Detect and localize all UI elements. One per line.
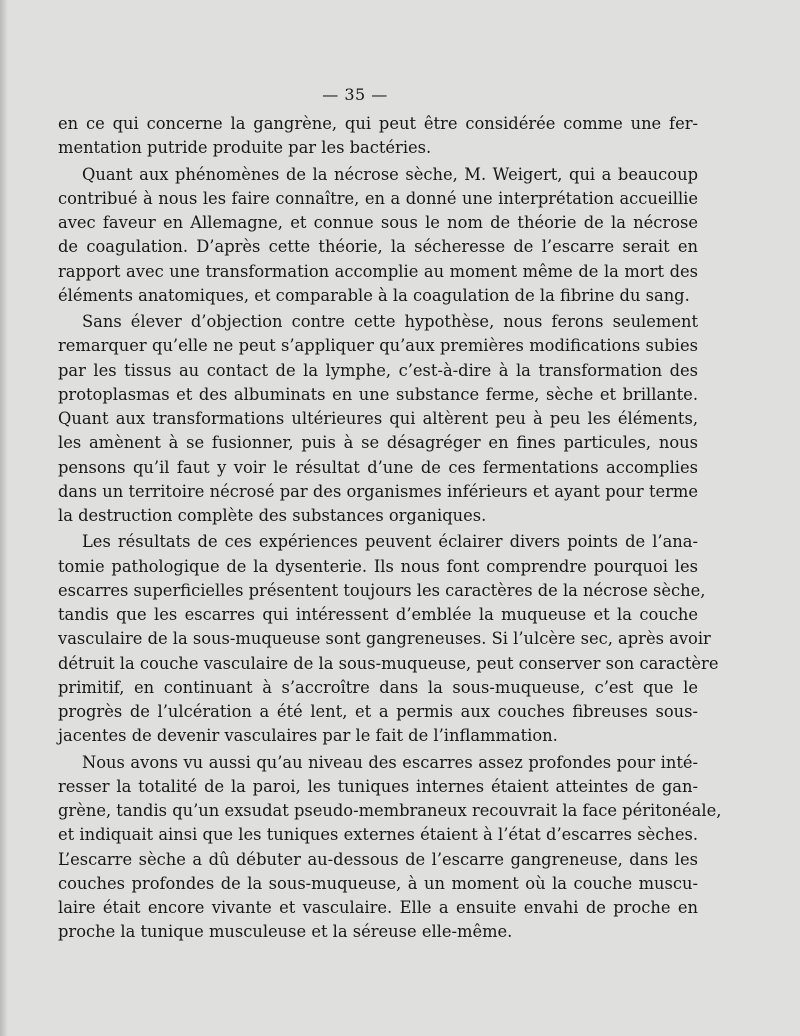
text-line: Les résultats de ces expériences peuvent éclairer divers points de l’ana- [82, 532, 698, 552]
text-line: en ce qui concerne la gangrène, qui peut être considérée comme une fer- [58, 114, 698, 133]
text-line: laire était encore vivante et vasculaire. Elle a ensuite envahi de proche en [58, 898, 698, 917]
text-line: la destruction complète des substances organiques. [58, 506, 487, 525]
text-line: escarres superficielles présentent toujours les caractères de la nécrose sèche, [58, 580, 706, 600]
text-line: détruit la couche vasculaire de la sous-muqueuse, peut conserver son caractère [58, 653, 719, 673]
text-line: Sans élever d’objection contre cette hypothèse, nous ferons seulement [82, 312, 698, 331]
text-line: tomie pathologique de la dysenterie. Ils nous font comprendre pourquoi les [58, 556, 698, 576]
text-line: contribué à nous les faire connaître, en a donné une interprétation accueillie [58, 188, 698, 208]
text-line: progrès de l’ulcération a été lent, et a permis aux couches fibreuses sous- [58, 702, 698, 721]
text-line: pensons qu’il faut y voir le résultat d’une de ces fermentations accomplies [58, 457, 698, 477]
paragraph-3 [58, 310, 698, 528]
text-line: resser la totalité de la paroi, les tuniques internes étaient atteintes de gan- [58, 776, 698, 796]
page-text [58, 112, 722, 945]
text-line: et indiquait ainsi que les tuniques externes étaient à l’état d’escarres sèches. [58, 825, 698, 845]
paragraph-1 [58, 112, 698, 161]
text-line: vasculaire de la sous-muqueuse sont gangreneuses. Si l’ulcère sec, après avoir [58, 629, 711, 649]
text-line: rapport avec une transformation accomplie au moment même de la mort des [58, 261, 698, 281]
text-line: couches profondes de la sous-muqueuse, à un moment où la couche muscu- [58, 873, 698, 893]
text-line: proche la tunique musculeuse et la séreuse elle-même. [58, 922, 513, 942]
text-line: dans un territoire nécrosé par des organismes inférieurs et ayant pour terme [58, 481, 698, 501]
paragraph-4 [58, 530, 719, 748]
text-line: Quant aux transformations ultérieures qui altèrent peu à peu les éléments, [58, 409, 698, 428]
text-line: protoplasmas et des albuminats en une substance ferme, sèche et brillante. [58, 384, 698, 404]
text-line: de coagulation. D’après cette théorie, la sécheresse de l’escarre serait en [58, 237, 698, 257]
page-edge-shadow [0, 0, 8, 1036]
text-line: L’escarre sèche a dû débuter au-dessous de l’escarre gangreneuse, dans les [58, 849, 698, 869]
paragraph-2 [58, 163, 698, 309]
text-line: Nous avons vu aussi qu’au niveau des escarres assez profondes pour inté- [82, 752, 698, 772]
page-number: — 35 — [322, 85, 388, 104]
text-line: éléments anatomiques, et comparable à la coagulation de la fibrine du sang. [58, 285, 690, 305]
text-line: les amènent à se fusionner, puis à se désagréger en fines particules, nous [58, 433, 698, 453]
text-line: tandis que les escarres qui intéressent d’emblée la muqueuse et la couche [58, 605, 698, 624]
paragraph-5 [58, 751, 722, 945]
text-line: par les tissus au contact de la lymphe, c’est-à-dire à la transformation des [58, 360, 698, 380]
text-line: Quant aux phénomènes de la nécrose sèche, M. Weigert, qui a beaucoup [82, 164, 698, 184]
text-line: remarquer qu’elle ne peut s’appliquer qu’aux premières modifications subies [58, 336, 698, 356]
text-line: avec faveur en Allemagne, et connue sous le nom de théorie de la nécrose [58, 213, 698, 232]
text-line: grène, tandis qu’un exsudat pseudo-membraneux recouvrait la face péritonéale, [58, 801, 722, 820]
text-line: jacentes de devenir vasculaires par le fait de l’inflammation. [58, 726, 558, 746]
text-line: primitif, en continuant à s’accroître dans la sous-muqueuse, c’est que le [58, 677, 698, 697]
text-line: mentation putride produite par les bactéries. [58, 138, 432, 158]
